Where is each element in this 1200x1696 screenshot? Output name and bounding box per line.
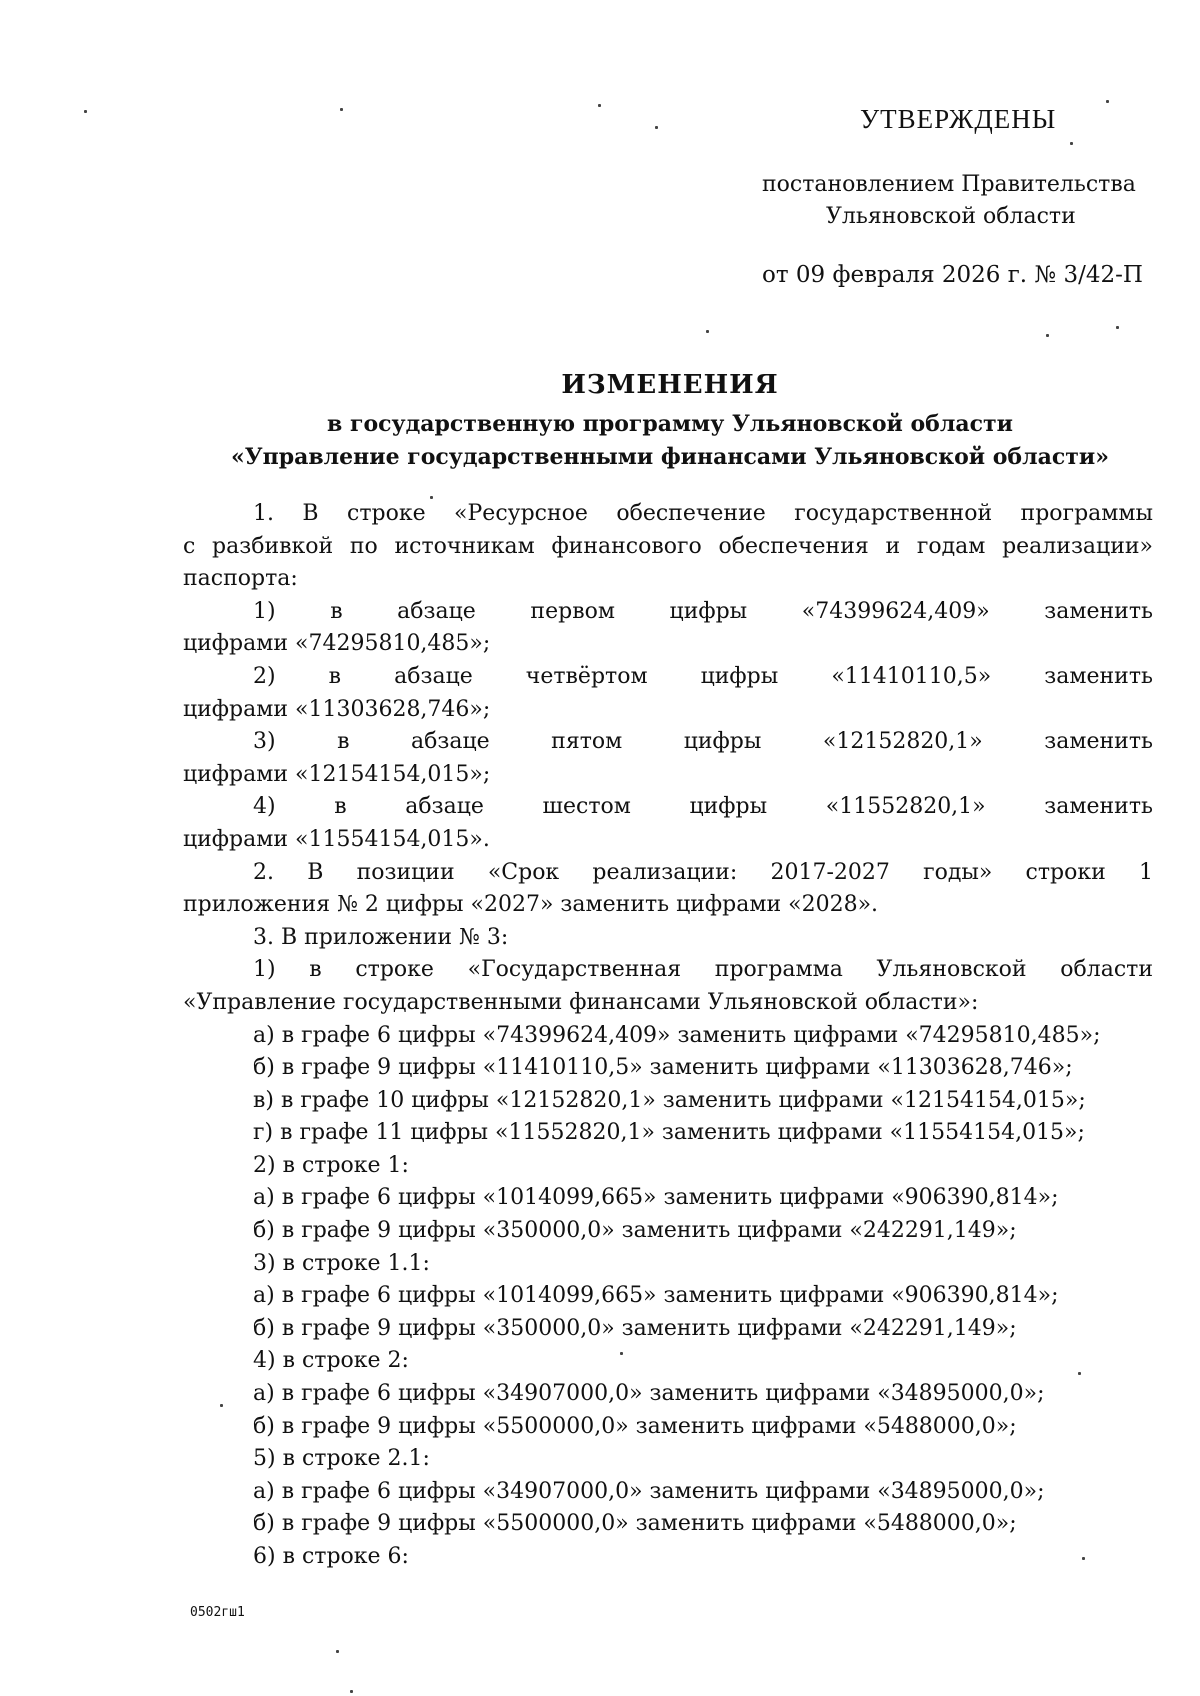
- scan-speck: [84, 110, 87, 113]
- sub-5: 5) в строке 2.1:: [253, 1446, 430, 1472]
- decree-line-1: постановлением Правительства: [762, 172, 1136, 197]
- paragraph-1-line-3: паспорта:: [183, 566, 298, 592]
- sub-4-b: б) в графе 9 цифры «5500000,0» заменить цифрами «5488000,0»;: [253, 1413, 1017, 1439]
- sub-4: 4) в строке 2:: [253, 1348, 409, 1374]
- sub-1-b: б) в графе 9 цифры «11410110,5» заменить цифрами «11303628,746»;: [253, 1055, 1073, 1081]
- scan-speck: [1070, 142, 1073, 145]
- paragraph-1-line-2: с разбивкой по источникам финансового обеспечения и годам реализации»: [183, 533, 1153, 559]
- item-1-line-1: 1) в абзаце первом цифры «74399624,409» заменить: [253, 598, 1153, 624]
- scan-speck: [430, 496, 433, 499]
- title-main: ИЗМЕНЕНИЯ: [561, 370, 779, 400]
- item-4-line-2: цифрами «11554154,015».: [183, 826, 490, 852]
- approved-label: УТВЕРЖДЕНЫ: [860, 104, 1057, 134]
- item-3-line-1: 3) в абзаце пятом цифры «12152820,1» заменить: [253, 729, 1153, 755]
- sub-3-b: б) в графе 9 цифры «350000,0» заменить цифрами «242291,149»;: [253, 1315, 1017, 1341]
- document-code: 0502гш1: [190, 1605, 245, 1620]
- scan-speck: [598, 104, 601, 107]
- sub-3-a: а) в графе 6 цифры «1014099,665» заменить цифрами «906390,814»;: [253, 1283, 1059, 1309]
- paragraph-2-line-2: приложения № 2 цифры «2027» заменить цифрами «2028».: [183, 892, 879, 918]
- sub-1-a: а) в графе 6 цифры «74399624,409» заменить цифрами «74295810,485»;: [253, 1022, 1101, 1048]
- scan-speck: [706, 330, 709, 333]
- item-3-line-2: цифрами «12154154,015»;: [183, 761, 491, 787]
- decree-date: от 09 февраля 2026 г. № 3/42-П: [762, 262, 1143, 288]
- document-title: [120, 370, 1200, 474]
- sub-5-a: а) в графе 6 цифры «34907000,0» заменить цифрами «34895000,0»;: [253, 1478, 1045, 1504]
- item-4-line-1: 4) в абзаце шестом цифры «11552820,1» заменить: [253, 794, 1153, 820]
- scan-speck: [350, 1690, 353, 1693]
- sub-2-b: б) в графе 9 цифры «350000,0» заменить цифрами «242291,149»;: [253, 1218, 1017, 1244]
- item-2-line-2: цифрами «11303628,746»;: [183, 696, 491, 722]
- paragraph-3: 3. В приложении № 3:: [253, 924, 509, 950]
- scan-speck: [336, 1650, 339, 1653]
- scan-speck: [620, 1352, 623, 1355]
- sub-1-g: г) в графе 11 цифры «11552820,1» заменить цифрами «11554154,015»;: [253, 1120, 1085, 1146]
- sub-1-line-1: 1) в строке «Государственная программа Ульяновской области: [253, 957, 1153, 983]
- scan-speck: [340, 108, 343, 111]
- sub-3: 3) в строке 1.1:: [253, 1250, 430, 1276]
- sub-2-a: а) в графе 6 цифры «1014099,665» заменить цифрами «906390,814»;: [253, 1185, 1059, 1211]
- scan-speck: [655, 126, 658, 129]
- sub-1-v: в) в графе 10 цифры «12152820,1» заменить цифрами «12154154,015»;: [253, 1087, 1086, 1113]
- item-2-line-1: 2) в абзаце четвёртом цифры «11410110,5» заменить: [253, 663, 1153, 689]
- title-line-3: «Управление государственными финансами Ульяновской области»: [231, 444, 1109, 470]
- approval-header: [0, 0, 1200, 300]
- decree-line-2: Ульяновской области: [826, 204, 1076, 229]
- sub-6: 6) в строке 6:: [253, 1544, 409, 1569]
- paragraph-2-line-1: 2. В позиции «Срок реализации: 2017-2027 годы» строки 1: [253, 859, 1153, 885]
- scan-speck: [1106, 100, 1109, 103]
- document-body: [183, 498, 1153, 1574]
- sub-4-a: а) в графе 6 цифры «34907000,0» заменить цифрами «34895000,0»;: [253, 1381, 1045, 1407]
- scan-speck: [220, 1404, 223, 1407]
- sub-2: 2) в строке 1:: [253, 1152, 409, 1178]
- paragraph-1-line-1: 1. В строке «Ресурсное обеспечение государственной программы: [253, 501, 1153, 526]
- scan-speck: [1116, 326, 1119, 329]
- title-line-2: в государственную программу Ульяновской области: [327, 411, 1013, 437]
- scan-speck: [1046, 334, 1049, 337]
- scan-speck: [1082, 1557, 1085, 1560]
- sub-5-b: б) в графе 9 цифры «5500000,0» заменить цифрами «5488000,0»;: [253, 1511, 1017, 1537]
- scan-speck: [1078, 1372, 1081, 1375]
- sub-1-line-2: «Управление государственными финансами Ульяновской области»:: [183, 989, 979, 1015]
- item-1-line-2: цифрами «74295810,485»;: [183, 631, 491, 657]
